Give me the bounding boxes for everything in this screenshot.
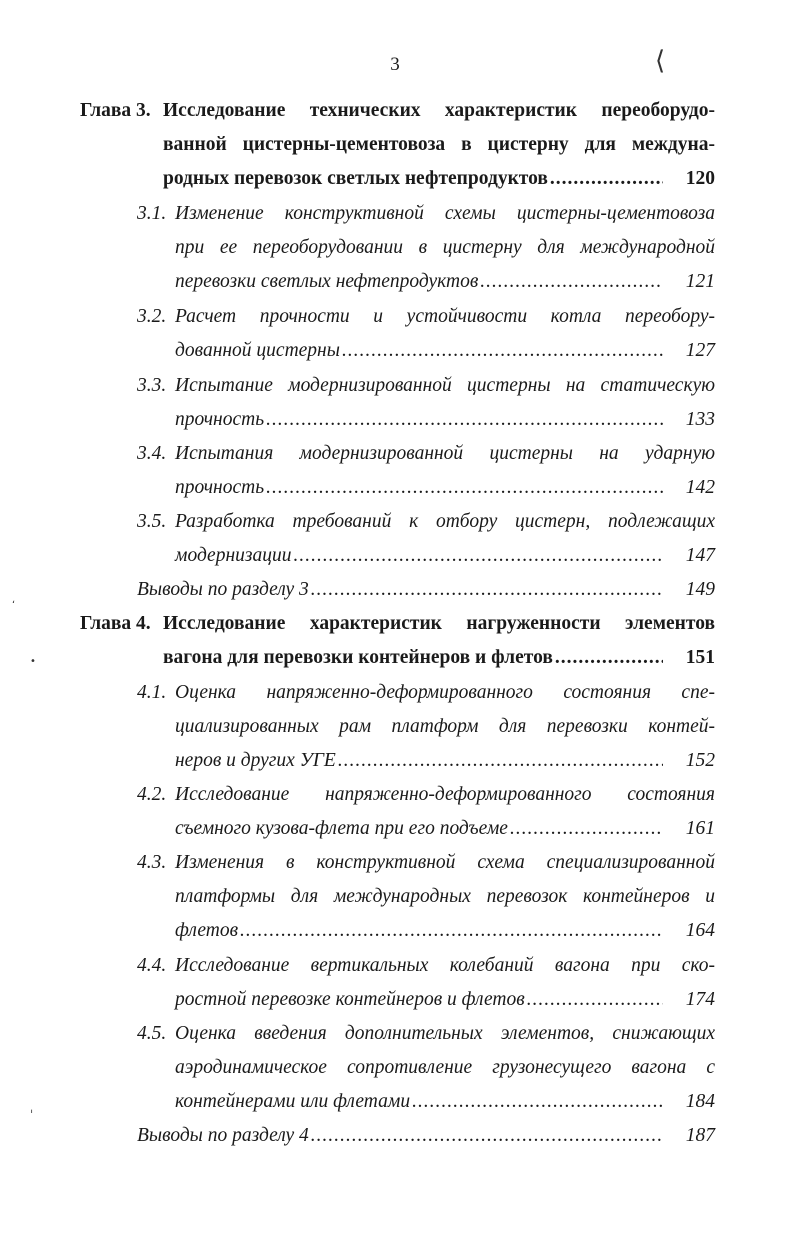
- scan-speck: ʻ: [12, 600, 16, 611]
- toc-entry-title: Изменения в конструктивной схема специализированной: [175, 852, 715, 873]
- toc-entry-title: Выводы по разделу 3: [137, 579, 309, 600]
- toc-entry-title: перевозки светлых нефтепродуктов: [175, 271, 479, 292]
- toc-section-line: [137, 682, 715, 716]
- toc-section-line: [175, 340, 715, 374]
- toc-entry-title: при ее переоборудовании в цистерну для международной: [175, 237, 715, 258]
- toc-entry-title: Оценка введения дополнительных элементов, снижающих: [175, 1023, 715, 1044]
- toc-entry-title: прочность: [175, 477, 265, 498]
- toc-page-number: 152: [685, 750, 715, 771]
- toc-page-number: 164: [685, 920, 715, 941]
- toc-section-line: [137, 306, 715, 340]
- dot-leader: [555, 647, 663, 669]
- toc-chapter-line: [163, 168, 715, 202]
- toc-entry-title: родных перевозок светлых нефтепродуктов: [163, 168, 548, 189]
- toc-section-line: [175, 409, 715, 443]
- toc-entry-title: дованной цистерны: [175, 340, 340, 361]
- toc-section-line: [175, 545, 715, 579]
- toc-section-line: [175, 989, 715, 1023]
- toc-page-number: 133: [685, 409, 715, 430]
- toc-entry-title: Изменение конструктивной схемы цистерны-цементовоза: [175, 203, 715, 224]
- dot-leader: [338, 750, 663, 772]
- toc-entry-title: неров и других УГЕ: [175, 750, 336, 771]
- toc-page-number: 121: [685, 271, 715, 292]
- toc-entry-title: Разработка требований к отбору цистерн, подлежащих: [175, 511, 715, 532]
- toc-chapter-line: [80, 100, 715, 134]
- toc-entry-number: 4.4.: [137, 955, 167, 976]
- page-number: 3: [390, 54, 400, 75]
- dot-leader: [266, 477, 663, 499]
- dot-leader: [311, 579, 663, 601]
- toc-entry-title: прочность: [175, 409, 265, 430]
- toc-entry-title: контейнерами или флетами: [175, 1091, 411, 1112]
- toc-entry-title: модернизации: [175, 545, 292, 566]
- toc-entry-title: съемного кузова-флета при его подъеме: [175, 818, 508, 839]
- toc-section-line: [175, 237, 715, 271]
- toc-entry-number: 3.3.: [137, 375, 167, 396]
- toc-entry-title: Исследование вертикальных колебаний вагона при ско-: [175, 955, 715, 976]
- toc-section-line: [175, 1091, 715, 1125]
- toc-entry-title: аэродинамическое сопротивление грузонесущего вагона с: [175, 1057, 715, 1078]
- toc-entry-number: 4.5.: [137, 1023, 167, 1044]
- toc-entry-number: 4.3.: [137, 852, 167, 873]
- toc-entry-number: 3.1.: [137, 203, 167, 224]
- toc-page-number: 149: [685, 579, 715, 600]
- toc-entry-title: Исследование характеристик нагруженности элементов: [163, 613, 715, 634]
- toc-section-line: [175, 920, 715, 954]
- toc-section-line: [137, 443, 715, 477]
- toc-page-number: 187: [685, 1125, 715, 1146]
- pen-mark: ⟨: [655, 46, 666, 76]
- toc-section-line: [175, 477, 715, 511]
- toc-page-number: 147: [685, 545, 715, 566]
- toc-section-line: [175, 716, 715, 750]
- toc-entry-title: флетов: [175, 920, 239, 941]
- dot-leader: [266, 409, 663, 431]
- toc-page-number: 120: [685, 168, 715, 189]
- scan-speck: •: [30, 656, 36, 667]
- dot-leader: [311, 1125, 663, 1147]
- toc-entry-number: 4.1.: [137, 682, 167, 703]
- toc-section-line: [137, 203, 715, 237]
- toc-entry-title: ростной перевозке контейнеров и флетов: [175, 989, 525, 1010]
- toc-entry-title: Испытание модернизированной цистерны на статическую: [175, 375, 715, 396]
- toc-entry-title: вагона для перевозки контейнеров и флетов: [163, 647, 553, 668]
- toc-section-line: [137, 511, 715, 545]
- dot-leader: [480, 271, 663, 293]
- toc-chapter-line: [163, 134, 715, 168]
- toc-entry-number: 3.2.: [137, 306, 167, 327]
- toc-page-number: 127: [685, 340, 715, 361]
- toc-page-number: 151: [685, 647, 715, 668]
- toc-page-number: 142: [685, 477, 715, 498]
- toc-entry-number: Глава 4.: [80, 613, 151, 634]
- toc-section-line: [175, 818, 715, 852]
- dot-leader: [240, 920, 663, 942]
- toc-entry-title: циализированных рам платформ для перевозки контей-: [175, 716, 715, 737]
- toc-entry-number: 3.4.: [137, 443, 167, 464]
- toc-section-line: [175, 750, 715, 784]
- scan-speck: ˌ: [30, 1100, 34, 1114]
- toc-section-line: [175, 271, 715, 305]
- toc-section-line: [137, 784, 715, 818]
- toc-section-line: [175, 1057, 715, 1091]
- toc-section-line: [137, 852, 715, 886]
- toc-entry-title: ванной цистерны-цементовоза в цистерну для междуна-: [163, 134, 715, 155]
- toc-chapter-line: [163, 647, 715, 681]
- toc-entry-number: Глава 3.: [80, 100, 151, 121]
- toc-section-line: [137, 1023, 715, 1057]
- toc-section-line: [175, 886, 715, 920]
- dot-leader: [412, 1091, 663, 1113]
- dot-leader: [342, 340, 663, 362]
- toc-page-number: 184: [685, 1091, 715, 1112]
- toc-entry-number: 3.5.: [137, 511, 167, 532]
- dot-leader: [527, 989, 663, 1011]
- toc-chapter-line: [80, 613, 715, 647]
- toc-entry-title: Исследование технических характеристик переоборудо-: [163, 100, 715, 121]
- toc-entry-number: 4.2.: [137, 784, 167, 805]
- toc-section-line: [137, 375, 715, 409]
- dot-leader: [510, 818, 663, 840]
- toc-entry-title: платформы для международных перевозок контейнеров и: [175, 886, 715, 907]
- toc-page-number: 161: [685, 818, 715, 839]
- toc-entry-title: Расчет прочности и устойчивости котла переобору-: [175, 306, 715, 327]
- dot-leader: [293, 545, 663, 567]
- dot-leader: [550, 168, 663, 190]
- toc-conclusion-line: [137, 1125, 715, 1159]
- toc-conclusion-line: [137, 579, 715, 613]
- toc-entry-title: Выводы по разделу 4: [137, 1125, 309, 1146]
- toc-section-line: [137, 955, 715, 989]
- toc-entry-title: Оценка напряженно-деформированного состояния спе-: [175, 682, 715, 703]
- toc-entry-title: Испытания модернизированной цистерны на ударную: [175, 443, 715, 464]
- toc-entry-title: Исследование напряженно-деформированного состояния: [175, 784, 715, 805]
- toc-page-number: 174: [685, 989, 715, 1010]
